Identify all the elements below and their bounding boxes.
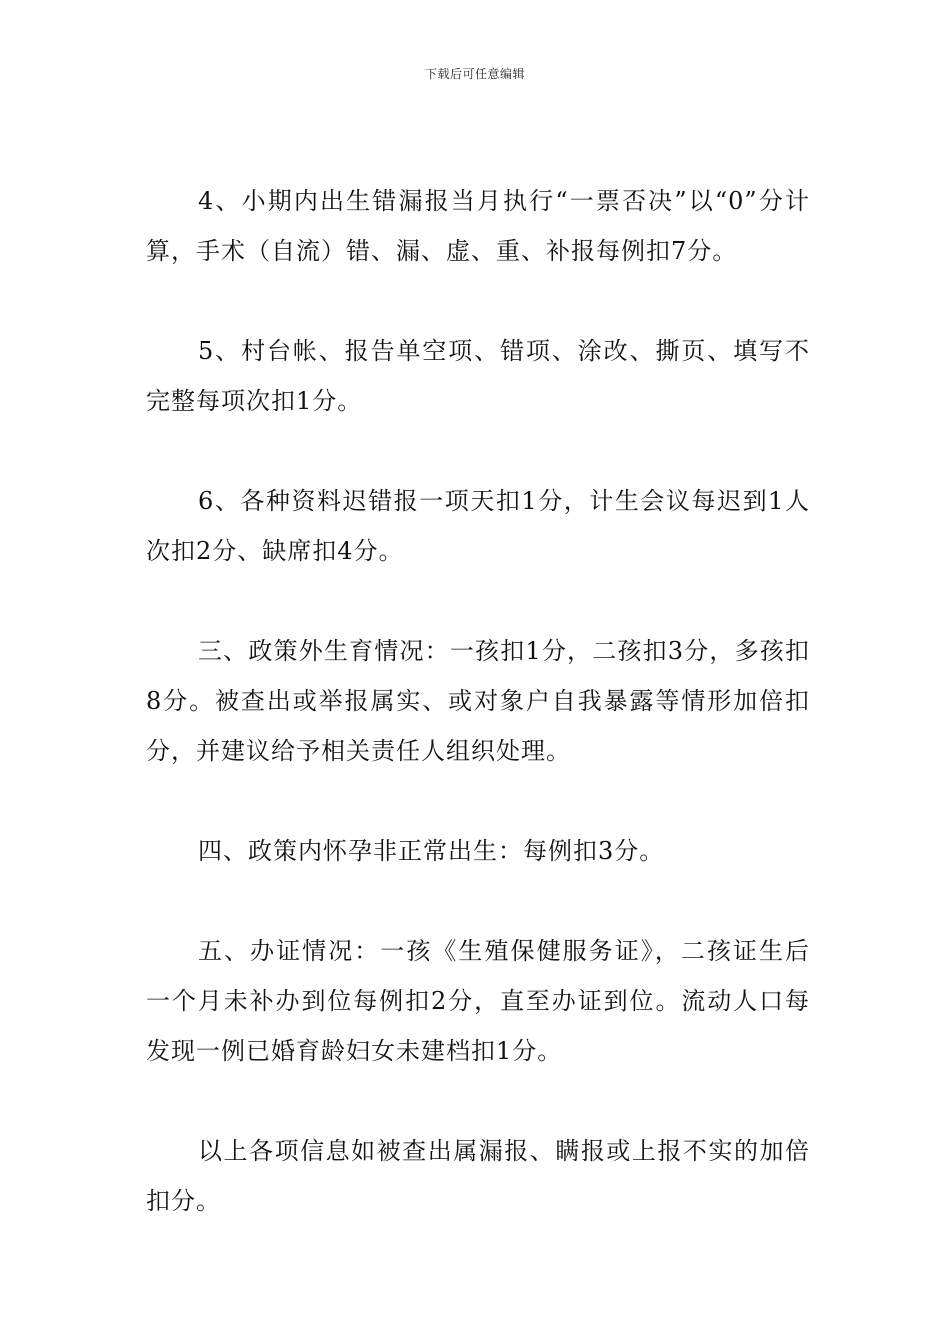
paragraph-item-4: 4、小期内出生错漏报当月执行“一票否决”以“0”分计算，手术（自流）错、漏、虚、重、补报每例扣7分。 <box>146 187 810 265</box>
paragraph-section-5: 五、办证情况：一孩《生殖保健服务证》，二孩证生后一个月未补办到位每例扣2分，直至办证到位。流动人口每发现一例已婚育龄妇女未建档扣1分。 <box>146 937 810 1065</box>
paragraph-item-5: 5、村台帐、报告单空项、错项、涂改、撕页、填写不完整每项次扣1分。 <box>146 337 810 415</box>
document-body <box>146 176 810 1276</box>
paragraph-section-3: 三、政策外生育情况：一孩扣1分，二孩扣3分，多孩扣8分。被查出或举报属实、或对象户自我暴露等情形加倍扣分，并建议给予相关责任人组织处理。 <box>146 637 810 765</box>
paragraph-closing: 以上各项信息如被查出属漏报、瞒报或上报不实的加倍扣分。 <box>146 1137 810 1215</box>
header-note: 下载后可任意编辑 <box>424 67 525 81</box>
paragraph-item-6: 6、各种资料迟错报一项天扣1分，计生会议每迟到1人次扣2分、缺席扣4分。 <box>146 487 810 565</box>
paragraph-section-4: 四、政策内怀孕非正常出生：每例扣3分。 <box>198 837 665 865</box>
